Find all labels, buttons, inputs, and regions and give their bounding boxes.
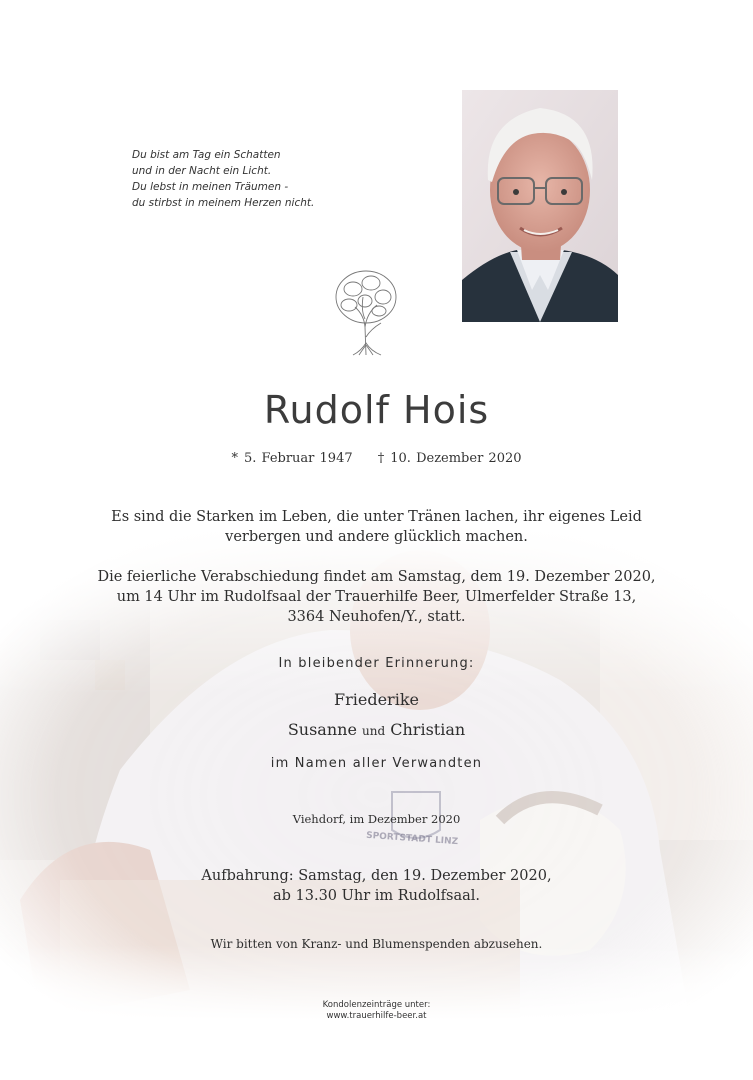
- tree-icon: [331, 267, 401, 359]
- birth-date: [231, 451, 352, 466]
- poem-line: du stirbst in meinem Herzen nicht.: [132, 197, 315, 209]
- poem: [132, 147, 372, 211]
- ceremony-line: um 14 Uhr im Rudolfsaal der Trauerhilfe Beer, Ulmerfelder Straße 13,: [116, 589, 637, 605]
- ceremony-line: Die feierliche Verabschiedung findet am Samstag, dem 19. Dezember 2020,: [97, 569, 656, 585]
- remembrance-heading: In bleibender Erinnerung:: [278, 656, 475, 671]
- poem-line: Du lebst in meinen Träumen -: [132, 181, 289, 193]
- death-date-text: 10. Dezember 2020: [390, 451, 522, 466]
- birth-date-text: 5. Februar 1947: [243, 451, 353, 466]
- death-date: [378, 451, 522, 466]
- relatives-line: im Namen aller Verwandten: [270, 756, 483, 771]
- poem-line: und in der Nacht ein Licht.: [132, 165, 272, 177]
- condolence-link[interactable]: www.trauerhilfe-beer.at: [326, 1011, 427, 1021]
- birth-symbol: *: [231, 451, 238, 466]
- poem-line: Du bist am Tag ein Schatten: [132, 149, 281, 161]
- viewing-line: ab 13.30 Uhr im Rudolfsaal.: [272, 888, 480, 904]
- ceremony-paragraph: [0, 567, 753, 627]
- connector-word: und: [362, 724, 386, 738]
- mourner-name: Susanne: [287, 720, 357, 739]
- flower-request: Wir bitten von Kranz- und Blumenspenden abzusehen.: [210, 937, 543, 951]
- viewing-line: Aufbahrung: Samstag, den 19. Dezember 2020,: [201, 868, 552, 884]
- quote-paragraph: [0, 507, 753, 547]
- quote-line: Es sind die Starken im Leben, die unter Tränen lachen, ihr eigenes Leid: [111, 509, 642, 525]
- photo-shirt-text: SPORTSTADT LINZ: [365, 830, 459, 848]
- mourner-names: [0, 720, 753, 739]
- mourner-name: Christian: [390, 720, 466, 739]
- cross-icon: †: [377, 451, 385, 466]
- place-date: Viehdorf, im Dezember 2020: [292, 812, 461, 826]
- mourner-name: Friederike: [334, 690, 419, 709]
- portrait-photo: [462, 90, 618, 322]
- life-dates: [0, 451, 753, 466]
- quote-line: verbergen und andere glücklich machen.: [225, 529, 528, 545]
- viewing-paragraph: [0, 866, 753, 906]
- condolence-label: Kondolenzeinträge unter:: [322, 1000, 431, 1010]
- ceremony-line: 3364 Neuhofen/Y., statt.: [287, 609, 466, 625]
- condolence-info: [0, 1000, 753, 1022]
- deceased-name: Rudolf Hois: [263, 388, 490, 432]
